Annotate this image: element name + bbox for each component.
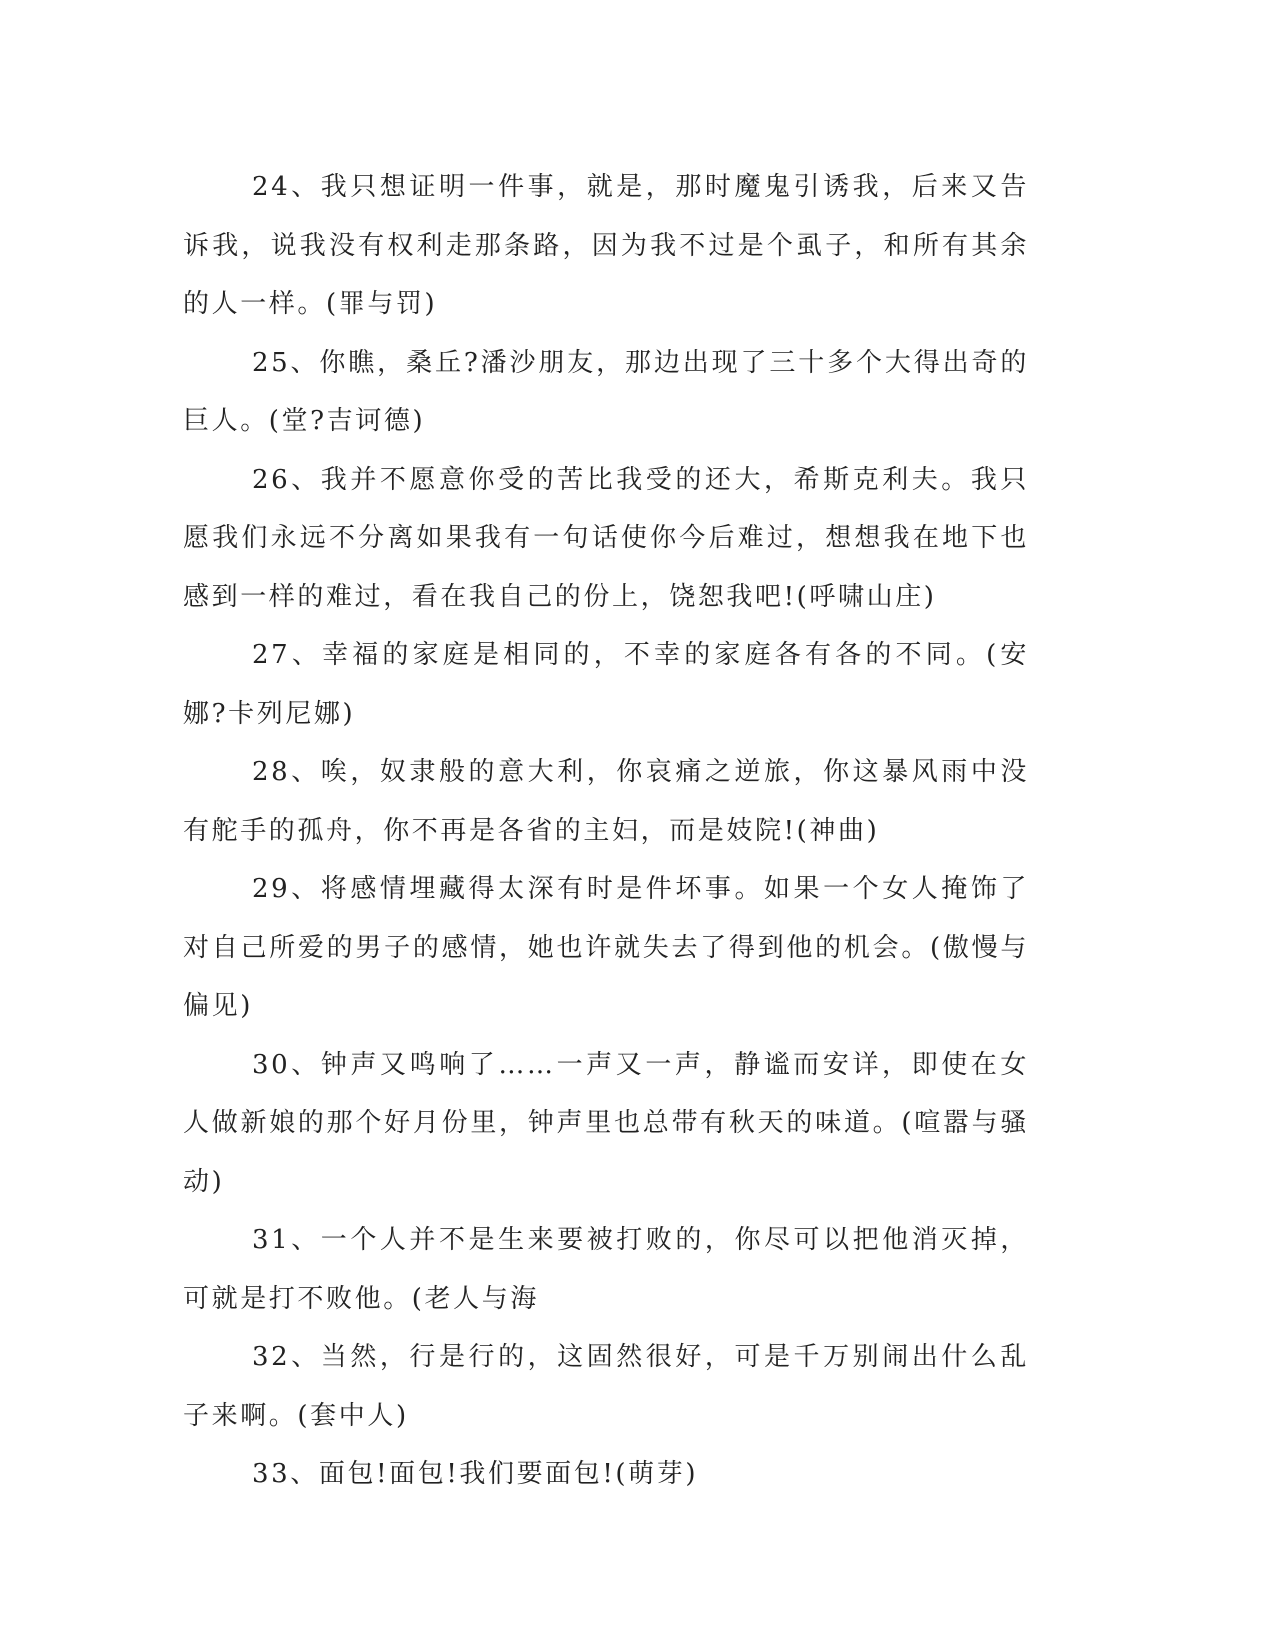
quote-paragraph-31: 31、一个人并不是生来要被打败的，你尽可以把他消灭掉，可就是打不败他。(老人与海 — [183, 1225, 1029, 1314]
quote-paragraph-29: 29、将感情埋藏得太深有时是件坏事。如果一个女人掩饰了对自己所爱的男子的感情，她也许就失去了得到他的机会。(傲慢与偏见) — [183, 874, 1029, 1021]
quote-paragraph-26: 26、我并不愿意你受的苦比我受的还大，希斯克利夫。我只愿我们永远不分离如果我有一句话使你今后难过，想想我在地下也感到一样的难过，看在我自己的份上，饶恕我吧!(呼啸山庄) — [183, 464, 1029, 612]
quote-paragraph-32: 32、当然，行是行的，这固然很好，可是千万别闹出什么乱子来啊。(套中人) — [183, 1342, 1029, 1431]
quote-paragraph-27: 27、幸福的家庭是相同的，不幸的家庭各有各的不同。(安娜?卡列尼娜) — [183, 640, 1029, 729]
quote-paragraph-30: 30、钟声又鸣响了……一声又一声，静谧而安详，即使在女人做新娘的那个好月份里，钟声里也总带有秋天的味道。(喧嚣与骚动) — [183, 1049, 1029, 1197]
document-page — [183, 158, 1029, 1504]
quote-paragraph-28: 28、唉，奴隶般的意大利，你哀痛之逆旅，你这暴风雨中没有舵手的孤舟，你不再是各省的主妇，而是妓院!(神曲) — [183, 757, 1029, 846]
quote-paragraph-24: 24、我只想证明一件事，就是，那时魔鬼引诱我，后来又告诉我，说我没有权利走那条路，因为我不过是个虱子，和所有其余的人一样。(罪与罚) — [183, 172, 1029, 319]
quote-paragraph-33: 33、面包!面包!我们要面包!(萌芽) — [252, 1459, 699, 1489]
quote-paragraph-25: 25、你瞧，桑丘?潘沙朋友，那边出现了三十多个大得出奇的巨人。(堂?吉诃德) — [183, 347, 1029, 436]
